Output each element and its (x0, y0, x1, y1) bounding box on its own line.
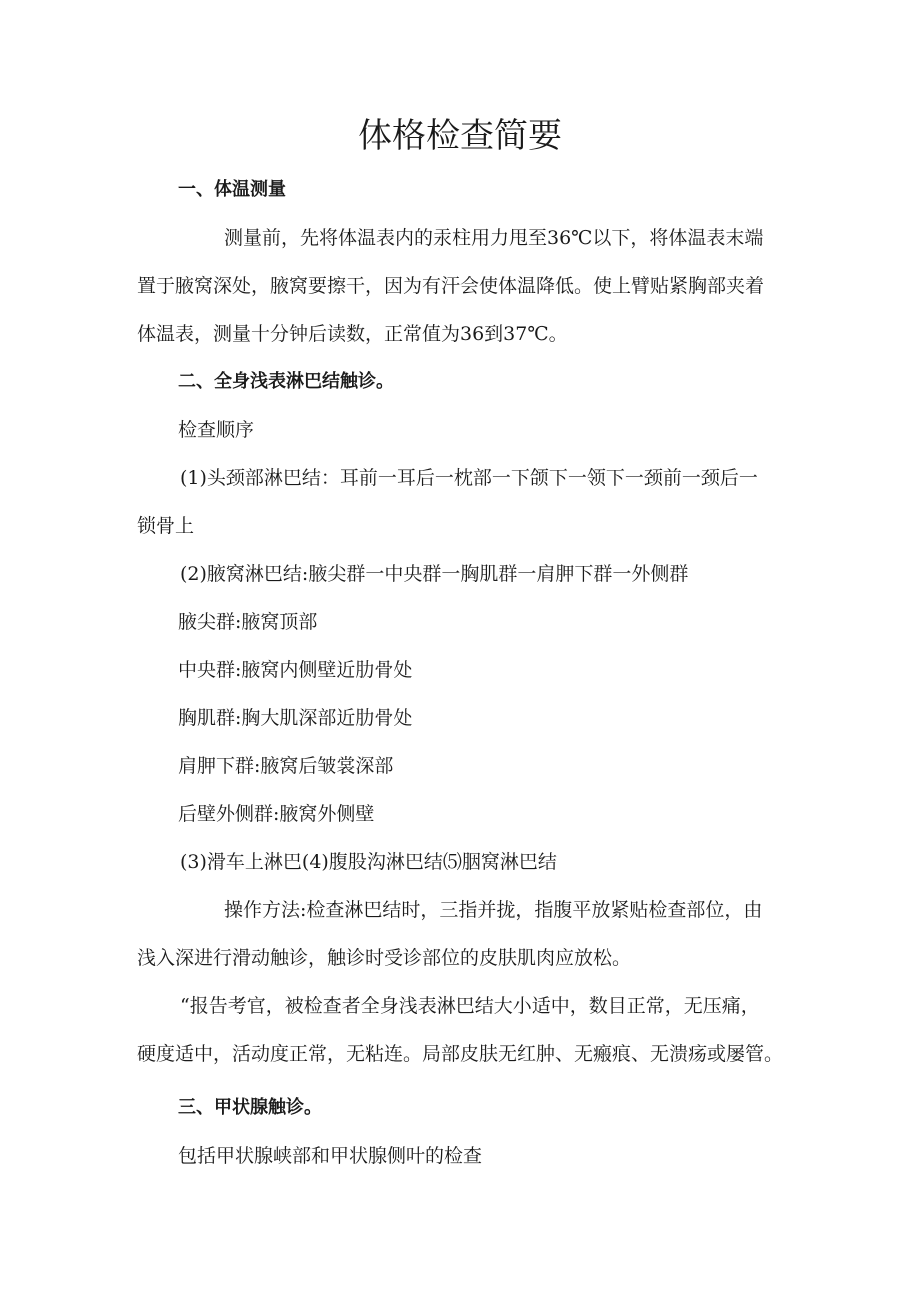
paragraph-line: “报告考官，被检查者全身浅表淋巴结大小适中，数目正常，无压痛， (180, 995, 760, 1017)
list-item: (3)滑车上淋巴(4)腹股沟淋巴结⑸胭窝淋巴结 (180, 851, 557, 873)
paragraph-line: 置于腋窝深处，腋窝要擦干，因为有汗会使体温降低。使上臂贴紧胸部夹着 (137, 275, 765, 297)
paragraph-line: 体温表，测量十分钟后读数，正常值为36到37℃。 (137, 323, 568, 345)
paragraph-line: 硬度适中，活动度正常，无粘连。局部皮肤无红肿、无瘢痕、无溃疡或屡管。 (137, 1043, 784, 1065)
document-title: 体格检查简要 (358, 116, 562, 156)
list-item: 腋尖群:腋窝顶部 (178, 611, 318, 633)
list-item: 后壁外侧群:腋窝外侧壁 (178, 803, 375, 825)
list-item: (2)腋窝淋巴结:腋尖群一中央群一胸肌群一肩胛下群一外侧群 (180, 563, 689, 585)
paragraph-line: 浅入深进行滑动触诊，触诊时受诊部位的皮肤肌肉应放松。 (137, 947, 632, 969)
paragraph-line: 包括甲状腺峡部和甲状腺侧叶的检查 (178, 1145, 483, 1167)
order-label: 检查顺序 (178, 419, 255, 441)
section-heading-body-temperature: 一、体温测量 (178, 179, 286, 200)
section-heading-lymph-nodes: 二、全身浅表淋巴结触诊。 (178, 371, 394, 392)
list-item: 胸肌群:胸大肌深部近肋骨处 (178, 707, 413, 729)
paragraph-line: 测量前，先将体温表内的汞柱用力甩至36℃以下，将体温表末端 (224, 227, 764, 249)
list-item: (1)头颈部淋巴结：耳前一耳后一枕部一下颌下一领下一颈前一颈后一 (180, 467, 758, 489)
list-item: 中央群:腋窝内侧壁近肋骨处 (178, 659, 413, 681)
list-item: 肩胛下群:腋窝后皱裳深部 (178, 755, 394, 777)
list-item-continuation: 锁骨上 (137, 515, 195, 537)
section-heading-thyroid: 三、甲状腺触诊。 (178, 1097, 322, 1118)
paragraph-line: 操作方法:检查淋巴结时，三指并拢，指腹平放紧贴检查部位，由 (224, 899, 763, 921)
